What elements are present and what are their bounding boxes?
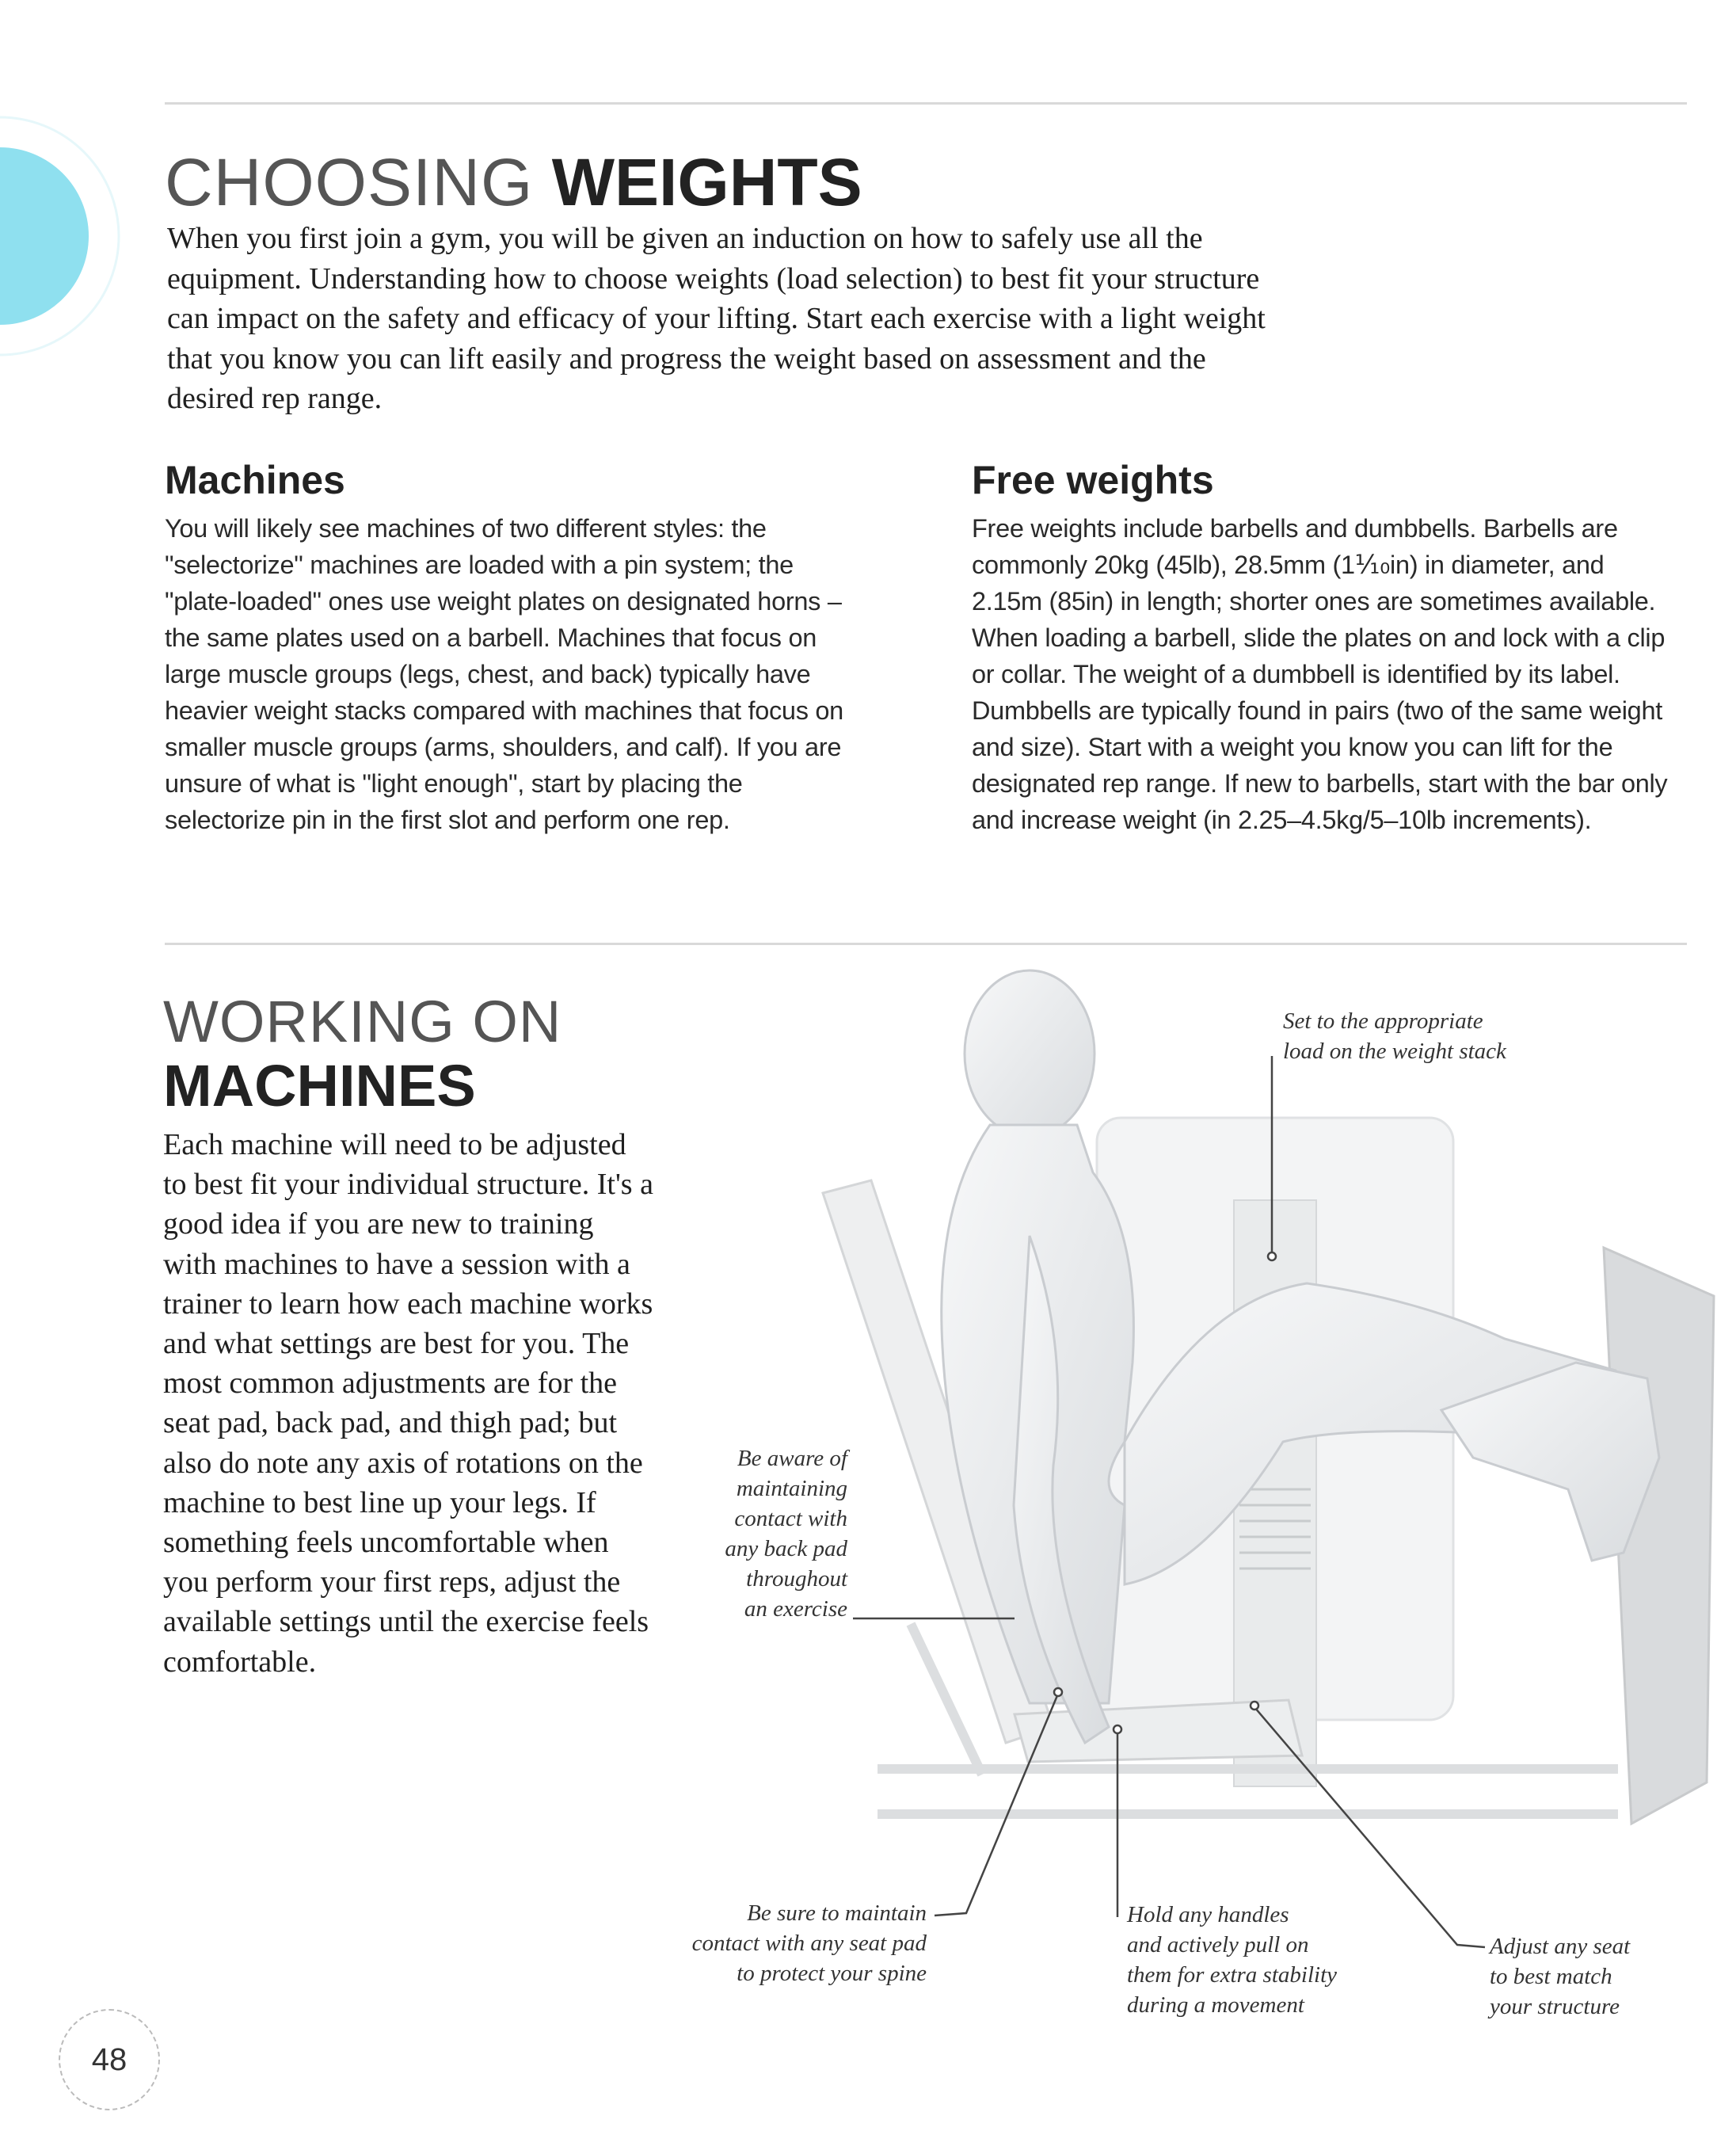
callout-weight-stack <box>1283 1006 1506 1066</box>
intro-paragraph: When you first join a gym, you will be given an induction on how to safely use all the equipment. Understanding how to choose weights (load selection) to best fit your structure can impact on the safety and efficacy of your lifting. Start each exercise with a light weight that you know you can lift easily and progress the weight based on assessment and the desired rep range. <box>167 222 1266 415</box>
callout-line: to protect your spine <box>737 1961 927 1986</box>
callout-line: load on the weight stack <box>1283 1039 1506 1064</box>
page-number: 48 <box>59 2009 160 2110</box>
machines-heading: Machines <box>165 458 345 502</box>
callout-seat <box>1490 1931 1630 2022</box>
callout-line: during a movement <box>1127 1992 1304 2018</box>
callout-line: Be sure to maintain <box>747 1900 927 1926</box>
free-weights-heading: Free weights <box>972 458 1214 502</box>
callout-line: Adjust any seat <box>1490 1934 1631 1959</box>
callout-seat-pad <box>610 1898 927 1988</box>
callout-line: Be aware of <box>737 1446 847 1471</box>
callout-line: any back pad <box>725 1536 847 1561</box>
title-bold: WEIGHTS <box>551 145 862 219</box>
callout-line: to best match <box>1490 1964 1612 1989</box>
section-title-machines: MACHINES <box>163 1053 476 1119</box>
working-on-machines-body: Each machine will need to be adjusted to best fit your individual structure. It's a good idea if you are new to training with machines to have a session with a trainer to learn how each machine works and what settings are best for you. The most common adjustments are for the seat pad, back pad, and thigh pad; but also do note any axis of rotations on the machine to best line up your legs. If something feels uncomfortable when you perform your first reps, adjust the available settings until the exercise feels comfortable. <box>163 1128 653 1679</box>
callout-line: contact with any seat pad <box>691 1931 927 1956</box>
callout-back-pad <box>610 1443 847 1624</box>
callout-line: Set to the appropriate <box>1283 1008 1483 1034</box>
callout-line: an exercise <box>744 1596 847 1622</box>
callout-line: contact with <box>734 1506 847 1531</box>
machines-body: You will likely see machines of two different styles: the "selectorize" machines are loaded with a pin system; the "plate-loaded" ones use weight plates on designated horns – the same plates used on a barbell. Machines that focus on large muscle groups (legs, chest, and back) typically have heavier weight stacks compared with machines that focus on smaller muscle groups (arms, shoulders, and calf). If you are unsure of what is "light enough", start by placing the selectorize pin in the first slot and perform one rep. <box>165 514 843 834</box>
callout-line: them for extra stability <box>1127 1962 1337 1988</box>
callout-line: Hold any handles <box>1127 1902 1289 1927</box>
free-weights-body: Free weights include barbells and dumbbells. Barbells are commonly 20kg (45lb), 28.5mm (1⅒in) in diameter, and 2.15m (85in) in length; shorter ones are sometimes available. When loading a barbell, slide the plates on and lock with a clip or collar. The weight of a dumbbell is identified by its label. Dumbbells are typically found in pairs (two of the same weight and size). Start with a weight you know you can lift for the designated rep range. If new to barbells, start with the bar only and increase weight (in 2.25–4.5kg/5–10lb increments). <box>972 514 1668 834</box>
callout-line: and actively pull on <box>1127 1932 1309 1957</box>
callout-handles <box>1127 1900 1337 2020</box>
callout-line: throughout <box>746 1566 847 1592</box>
section-title-working-on: WORKING ON <box>163 989 562 1054</box>
callout-line: your structure <box>1490 1994 1620 2019</box>
title-light: CHOOSING <box>165 145 534 219</box>
callout-line: maintaining <box>736 1476 847 1501</box>
